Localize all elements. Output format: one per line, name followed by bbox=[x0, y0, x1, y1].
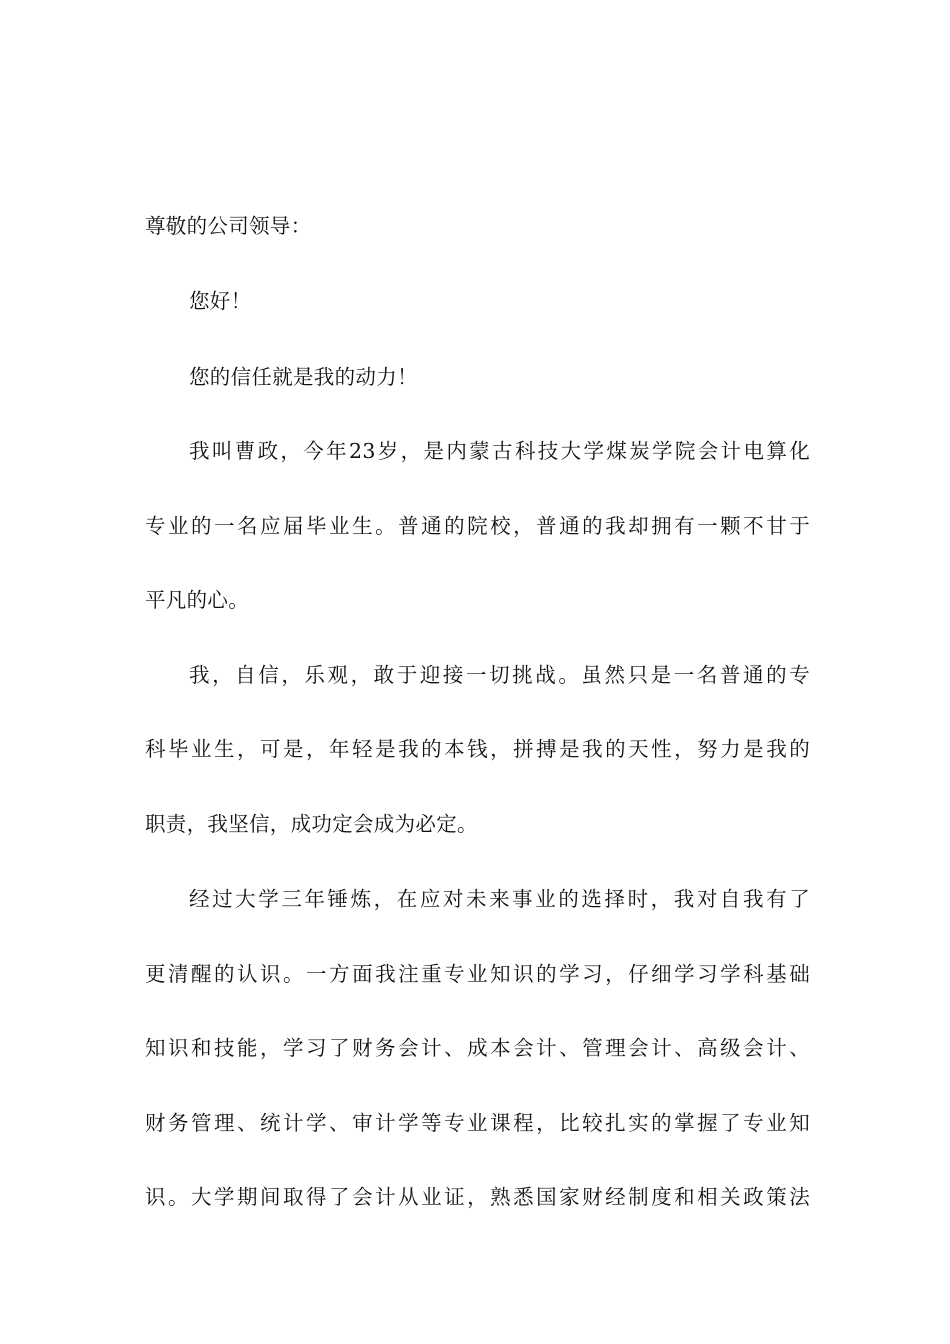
salutation: 尊敬的公司领导： bbox=[145, 214, 312, 238]
paragraph-line: 我叫曹政，今年23岁，是内蒙古科技大学煤炭学院会计电算化 bbox=[189, 439, 810, 463]
greeting: 您好！ bbox=[189, 289, 252, 313]
paragraph-line: 更清醒的认识。一方面我注重专业知识的学习，仔细学习学科基础 bbox=[145, 962, 810, 986]
paragraph-line: 经过大学三年锤炼，在应对未来事业的选择时，我对自我有了 bbox=[189, 887, 810, 911]
paragraph-line: 财务管理、统计学、审计学等专业课程，比较扎实的掌握了专业知 bbox=[145, 1111, 810, 1135]
paragraph-line: 平凡的心。 bbox=[145, 588, 249, 612]
paragraph-line: 专业的一名应届毕业生。普通的院校，普通的我却拥有一颗不甘于 bbox=[145, 514, 810, 538]
paragraph-line: 知识和技能，学习了财务会计、成本会计、管理会计、高级会计、 bbox=[145, 1036, 810, 1060]
paragraph-line: 职责，我坚信，成功定会成为必定。 bbox=[145, 812, 478, 836]
motto: 您的信任就是我的动力！ bbox=[189, 365, 418, 389]
paragraph-line: 我，自信，乐观，敢于迎接一切挑战。虽然只是一名普通的专 bbox=[189, 663, 810, 687]
paragraph-line: 科毕业生，可是，年轻是我的本钱，拼搏是我的天性，努力是我的 bbox=[145, 737, 810, 761]
paragraph-line: 识。大学期间取得了会计从业证，熟悉国家财经制度和相关政策法 bbox=[145, 1185, 810, 1209]
